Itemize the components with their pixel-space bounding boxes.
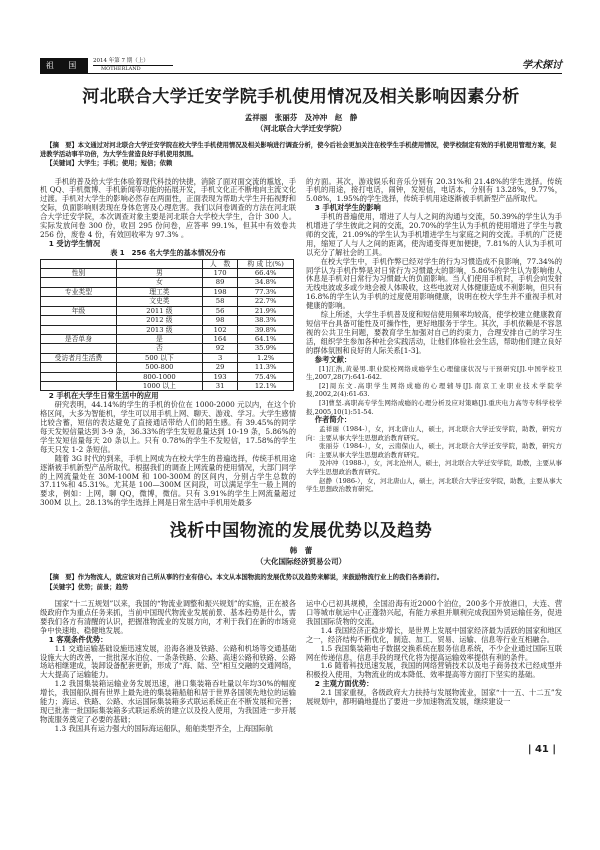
references-heading: 参考文献： <box>314 354 352 364</box>
table-header-cell <box>116 259 202 268</box>
paragraph: 手机的普及给大学生体验着现代科技的快捷，消除了面对面交流的尴尬，手机 QQ、手机微博、手机新闻等功能的拓展开发，手机文化正不断地向主流文化过渡。手机对大学生的影响必然存在两面性，正面表现为帮助大学生开拓视野和交际，负面影响则表现在身体危害及心理危害。我们以问卷调查的方法在河北联合大学迁安学院，本次调查对象主要是河北联合大学校大学生，合计 300 人。实际发放问卷 300 份，收回 295 份问卷，应答率 99.1%，但其中有效卷共 256 份，废卷 4 份，有效回收率为 97.3% 。 <box>40 176 296 239</box>
table-cell: 11.3% <box>238 363 294 372</box>
table-cell: 35.9% <box>238 344 294 353</box>
table-row <box>41 344 294 353</box>
issue-block <box>93 58 173 73</box>
table-row <box>41 334 294 343</box>
table-cell: 75.4% <box>238 372 294 381</box>
table-cell: 2012 级 <box>116 316 202 325</box>
table-cell: 500 以下 <box>116 353 202 362</box>
article1-right-column <box>306 178 562 494</box>
table-cell: 年级 <box>41 306 117 315</box>
page-number: | 41 | <box>527 743 556 755</box>
author-bio-heading: 作者简介： <box>314 415 352 425</box>
table-cell <box>41 278 117 287</box>
article1-authors: 孟祥丽 张丽芬 及冲冲 赵 静 <box>244 113 358 122</box>
journal-name-box: 祖 国 <box>40 58 88 73</box>
table-cell: 102 <box>202 325 237 334</box>
article1-affiliation: （河北联合大学迁安学院） <box>256 124 346 133</box>
article1-title: 河北联合大学迁安学院手机使用情况及相关影响因素分析 <box>82 87 520 107</box>
article2-right-column <box>306 600 562 707</box>
table-cell: 193 <box>202 372 237 381</box>
table-row <box>41 372 294 381</box>
paragraph: 2.1 国家重视，各级政府大力扶持与发展物流业，国家“十一五、十二五”发展规划中，都明确地提出了要进一步加速物流发展，继续建设一 <box>306 688 562 707</box>
table-row <box>41 287 294 296</box>
table-cell: 否 <box>116 344 202 353</box>
paragraph: 1.3 我国具有运力强大的国际海运船队，船舶类型齐全，上海国际航 <box>54 723 273 733</box>
author-bio: 赵静（1986-），女，河北唐山人，硕士，河北联合大学迁安学院，助教，主要从事大学生思想政治教育研究。 <box>306 476 562 494</box>
article2-body <box>40 600 562 734</box>
table-cell <box>41 372 117 381</box>
page-header <box>40 58 562 74</box>
table-row <box>41 325 294 334</box>
table-row <box>41 278 294 287</box>
table-cell: 39.8% <box>238 325 294 334</box>
table-cell: 92 <box>202 344 237 353</box>
article2-keywords: 【关键字】优势；前景；趋势 <box>46 583 129 591</box>
issue-label: 2014 年第 7 期（上） <box>93 58 173 66</box>
table-cell: 198 <box>202 287 237 296</box>
article1-keywords: 【关键词】大学生；手机；使用；短信；依赖 <box>46 160 173 167</box>
table-cell <box>41 297 117 306</box>
table-cell: 64.1% <box>238 334 294 343</box>
article1-body <box>40 178 562 509</box>
article2-affiliation: （大化国际经济贸易公司） <box>256 557 346 567</box>
table-cell: 31 <box>202 381 237 390</box>
article2-author: 韩 蕾 <box>289 546 313 556</box>
reference: [2]周东文.高职学生网络成瘾的心理辅导[J].南京工业职业技术学院学报,2002,2(4):61-63. <box>306 381 562 399</box>
table-cell: 98 <box>202 316 237 325</box>
table-row <box>41 297 294 306</box>
table-cell <box>41 325 117 334</box>
section-heading: 2 主观方面优势： <box>314 679 374 689</box>
article2-abstract: 【摘 要】作为物流人，就应该对自己所从事的行业有信心。本文从本国物流的发展优势以及趋势来解说，来鼓励物流行业上的我们各勇前行。 <box>46 574 443 582</box>
table-cell: 66.4% <box>238 269 294 278</box>
paragraph: 综上所述，大学生手机普及度和短信使用频率均较高，使学校建立健康教育短信平台具备可能性及可操作性，更好地服务于学生。其次，手机依赖是不容忽视的公共卫生问题，要教育学生加强对自己的约束力，合理安排自己的学习生活，组织学生参加各种社会实践活动，让他们体验社会生活，帮助他们建立良好的群体氛围和良好的人际关系[1-3]。 <box>306 310 562 355</box>
paragraph: 手机的普遍使用，增进了人与人之间的沟通与交流，50.39%的学生认为手机增进了学生彼此之间的交流，20.70%的学生认为手机的使用增进了学生与教师的交流，21.09%的学生认为手机增进学生与家庭之间的交流。手机的广泛使用，缩短了人与人之间的距离，使沟通变得更加便捷，7.81%的人认为手机可以充分了解社会的工具。 <box>306 212 562 257</box>
article2-title: 浅析中国物流的发展优势以及趋势 <box>169 521 433 542</box>
table-cell: 29 <box>202 363 237 372</box>
table-cell: 性别 <box>41 269 117 278</box>
table-cell <box>41 363 117 372</box>
article1-left-column <box>40 178 296 509</box>
paragraph: 随着 3G 时代的到来，手机上网成为在校大学生的普遍选择，传统手机用途逐渐被手机新型产品所取代。根据我们的调查上网流量的使用情况，大部门同学的上网流量处在 30M-100M 和 100-300M 的区间内，分别占学生总数的 37.11%和 45.31%。尤其是 100—300M 区间段，可以满足学生一般上网的要求，例如：上网，聊 QQ，微博，微信。只有 3.91%的学生上网流量超过 300M 以上。28.13%的学生选择上网是日常生活中手机用处最多 <box>40 453 296 508</box>
table-cell: 2011 级 <box>116 306 202 315</box>
table-cell: 受访者月生活费 <box>41 353 117 362</box>
author-bio: 孟祥丽（1984-），女，河北唐山人，硕士，河北联合大学迁安学院，助教，研究方向：主要从事大学生思想政治教育研究。 <box>306 425 562 442</box>
table-header-cell <box>41 259 117 268</box>
paragraph: 1.6 随着科技迅速发展，我国的网络营销技术以及电子商务技术已经成型并积极投入使用，为物流业的成本降低、效率提高等方面打下坚实的基础。 <box>306 661 562 680</box>
paragraph: 1.5 我国集装箱电子数据交换系统在服务信息系统，不少企业通过国际互联网在传递信息，信息手段的现代化将为提高运输效率提供有利的条件。 <box>306 643 562 662</box>
table-cell: 164 <box>202 334 237 343</box>
table-cell: 是 <box>116 334 202 343</box>
table-cell: 专业类型 <box>41 287 117 296</box>
table-cell: 2013 级 <box>116 325 202 334</box>
table-cell <box>41 344 117 353</box>
paragraph: 的方面。其次，游戏娱乐和音乐分别有 20.31%和 21.48%的学生选择。传统手机的用途，接打电话，闹钟，发短信，电话本，分别有 13.28%，9.77%，5.08%，1.95%的学生选择，传统手机用途逐渐被手机新型产品所取代。 <box>306 176 562 204</box>
paragraph: 研究表明，44.14%的学生的手机的价位在 1000-2000 元以内，在这个价格区间，大多为智能机，学生可以用手机上网、聊天、游戏、学习。大学生感情比较含蓄，短信的表达避免了直接通话带给人们的陌生感。有 39.45%的同学每天发短信量达到 3-9 条，36.33%的学生发短息量达到 10-19 条，5.86%的学生发短信量每天 20 条以上。只有 0.78%的学生不发短信，17.58%的学生每天只发 1-2 条短信。 <box>40 400 296 454</box>
table-cell: 12.1% <box>238 381 294 390</box>
table-cell: 56 <box>202 306 237 315</box>
table-cell <box>41 381 117 390</box>
table-cell: 女 <box>116 278 202 287</box>
table-cell <box>41 316 117 325</box>
table-row <box>41 353 294 362</box>
table-cell: 22.7% <box>238 297 294 306</box>
table-row <box>41 381 294 390</box>
paragraph: 1.4 我国经济正稳步增长，是世界上发展中国家经济最为活跃的国家和地区之一，经济结构不断优化，制造、加工、贸易、运输、信息等行业互相融合。 <box>306 625 562 644</box>
paragraph: 在校大学生中，手机作弊已经对学生的行为习惯造成不良影响，77.34%的同学认为手机作弊是对日常行为习惯最大的影响，5.86%的学生认为影响他人休息是手机对日常行为习惯最大的负面影响。当人们使用手机时，手机会向发射无线电波或多或少地会被人体吸收，这些电波对人体健康造成不利影响，但只有 16.8%的学生认为手机的过度使用影响健康，说明在校大学生并不重视手机对健康的影响。 <box>306 256 562 311</box>
table-cell: 理工类 <box>116 287 202 296</box>
table-cell: 21.9% <box>238 306 294 315</box>
section-heading: 1 受访学生情况 <box>48 238 101 248</box>
table-cell: 3 <box>202 353 237 362</box>
article1-abstract: 【摘 要】本文通过对河北联合大学迁安学院在校大学生手机使用情况及相关影响进行调查分析，使今后社会更加关注在校学生手机使用情况，使学校制定有效的手机使用管理方案，促进教学活动事半功倍，为大学生营造良好手机使用氛围。 <box>40 142 557 158</box>
table-cell: 文史类 <box>116 297 202 306</box>
table-header-cell: 人 数 <box>202 259 237 268</box>
demographics-table <box>40 259 294 392</box>
paragraph: 国家“十二五规划”以来，我国的“物流业调整和振兴规划”的实施，正在被各级政府作为重点任务来抓，当前中国现代物流业发展前景、基本趋势是什么，需要我们各方有清醒的认识，把握准物流业的发展方向，才利于我们在新的市场竞争中快速地、稳健地发展。 <box>40 599 296 635</box>
table-cell: 是否单身 <box>41 334 117 343</box>
table-row <box>41 316 294 325</box>
journal-english-name: MOTHERLAND <box>101 66 141 72</box>
table-row <box>41 306 294 315</box>
table-row <box>41 269 294 278</box>
paragraph: 运中心已初具规模，全国沿海有近2000个泊位，200多个开放港口，大连、营口等城市航运中心正蓬勃兴起，有能力承担并顺利完成我国外贸运输任务，促进我国国际货物的交流。 <box>306 599 562 626</box>
table-header-cell: 构 成 比(%) <box>238 259 294 268</box>
author-bio: 张丽芬（1984-），女，云南保山人，硕士，河北联合大学迁安学院，助教，研究方向：主要从事大学生思想政治教育研究。 <box>306 442 562 459</box>
paragraph: 1.2 我国集装箱运输业务发展迅速，港口集装箱吞吐量以年均30%的幅度增长，我国船队拥有世界上最先进的集装箱船舶和居于世界各国领先地位的运输能力；海运、铁路、公路、水运国际集装箱多式联运系统正在不断发展和完善；现已批准一批国际集装箱多式联运系统的建立以及投入使用，为我国进一步开展物流服务奠定了必要的基础； <box>40 679 296 724</box>
section-heading: 3 手机对学生的影响 <box>314 203 381 213</box>
table-cell: 34.8% <box>238 278 294 287</box>
author-bio: 及冲冲（1988-），女，河北沧州人，硕士，河北联合大学迁安学院，助教，主要从事大学生思想政治教育研究。 <box>306 459 562 476</box>
paragraph: 1.1 交通运输基础设施迅速发展，沿海各港及铁路、公路和机场等交通基础设施大大的改善，一批批深水泊位、一条条铁路、公路、高速公路和铁路、公路场站相继建成，装卸设备配套更新，形成了“海、陆、空”相互交融的交通网络，大大提高了运输能力。 <box>40 643 296 680</box>
reference: [3]曹坚.高职高专学生网络成瘾的心理分析及应对策略[J].重庆电力高等专科学校学报,2005,10(1):51-54. <box>306 398 562 416</box>
table-cell: 500-800 <box>116 363 202 372</box>
table-cell: 170 <box>202 269 237 278</box>
table-cell: 1000 以上 <box>116 381 202 390</box>
table-cell: 男 <box>116 269 202 278</box>
table-cell: 800-1000 <box>116 372 202 381</box>
section-heading: 2 手机在大学生日常生活中的应用 <box>48 391 159 401</box>
table-cell: 77.3% <box>238 287 294 296</box>
article2-left-column <box>40 600 296 734</box>
reference: [1]江浩,黄晏男.职业院校网络成瘾学生心理健康状况与干预研究[J].中国学校卫生,2007,28(7):641-642. <box>306 364 562 382</box>
table-header-row <box>41 259 294 268</box>
table-cell: 58 <box>202 297 237 306</box>
column-name: 学术探讨 <box>522 60 562 71</box>
table-row <box>41 363 294 372</box>
table-cell: 1.2% <box>238 353 294 362</box>
section-heading: 1 客观条件优势： <box>48 634 108 644</box>
table-cell: 38.3% <box>238 316 294 325</box>
table-cell: 89 <box>202 278 237 287</box>
table-caption: 表 1 256 名大学生的基本情况分布 <box>110 248 226 257</box>
